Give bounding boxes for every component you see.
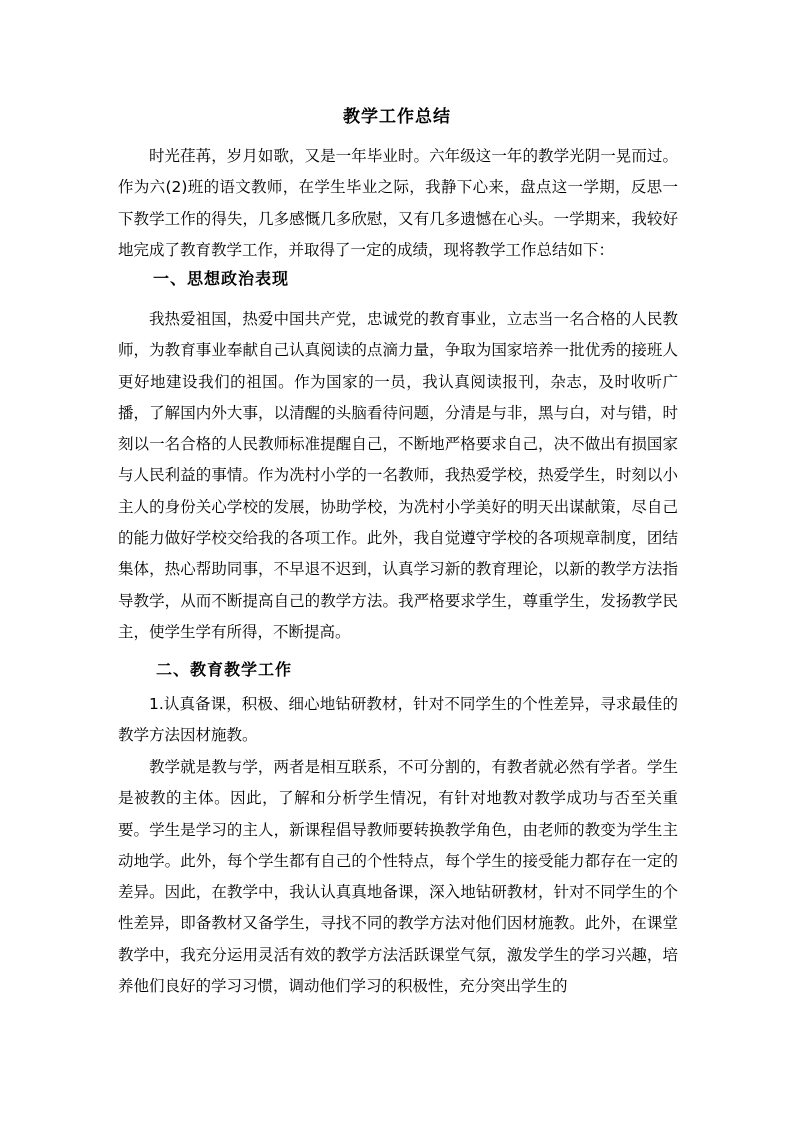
document-title: 教学工作总结 (343, 107, 451, 127)
section-heading-political: 一、思想政治表现 (153, 269, 290, 288)
political-paragraph: 我热爱祖国，热爱中国共产党，忠诚党的教育事业，立志当一名合格的人民教师，为教育事业奉献自己认真阅读的点滴力量，争取为国家培养一批优秀的接班人更好地建设我们的祖国。作为国家的一员，我认真阅读报刊，杂志，及时收听广播，了解国内外大事，以清醒的头脑看待问题，分清是与非，黑与白，对与错，时刻以一名合格的人民教师标准提醒自己，不断地严格要求自己，决不做出有损国家与人民利益的事情。作为冼村小学的一名教师，我热爱学校，热爱学生，时刻以小主人的身份关心学校的发展，协助学校，为冼村小学美好的明天出谋献策，尽自己的能力做好学校交给我的各项工作。此外，我自觉遵守学校的各项规章制度，团结集体，热心帮助同事，不早退不迟到，认真学习新的教育理论，以新的教学方法指导教学，从而不断提高自己的教学方法。我严格要求学生，尊重学生，发扬教学民主，使学生学有所得，不断提高。 (118, 310, 678, 641)
teaching-item-1: 1.认真备课，积极、细心地钻研教材，针对不同学生的个性差异，寻求最佳的教学方法因材施教。 (118, 695, 678, 745)
section-heading-teaching: 二、教育教学工作 (156, 660, 293, 679)
teaching-paragraph: 教学就是教与学，两者是相互联系，不可分割的，有教者就必然有学者。学生是被教的主体。因此，了解和分析学生情况，有针对地教对教学成功与否至关重要。学生是学习的主人，新课程倡导教师要转换教学角色，由老师的教变为学生主动地学。此外，每个学生都有自己的个性特点，每个学生的接受能力都存在一定的差异。因此，在教学中，我认认真真地备课，深入地钻研教材，针对不同学生的个性差异，即备教材又备学生，寻找不同的教学方法对他们因材施教。此外，在课堂教学中，我充分运用灵活有效的教学方法活跃课堂气氛，激发学生的学习兴趣，培养他们良好的学习习惯，调动他们学习的积极性，充分突出学生的 (118, 758, 678, 996)
intro-paragraph: 时光荏苒，岁月如歌，又是一年毕业时。六年级这一年的教学光阴一晃而过。作为六(2)班的语文教师，在学生毕业之际，我静下心来，盘点这一学期，反思一下教学工作的得失，几多感慨几多欣慰，又有几多遗憾在心头。一学期来，我较好地完成了教育教学工作，并取得了一定的成绩，现将教学工作总结如下： (118, 147, 678, 259)
